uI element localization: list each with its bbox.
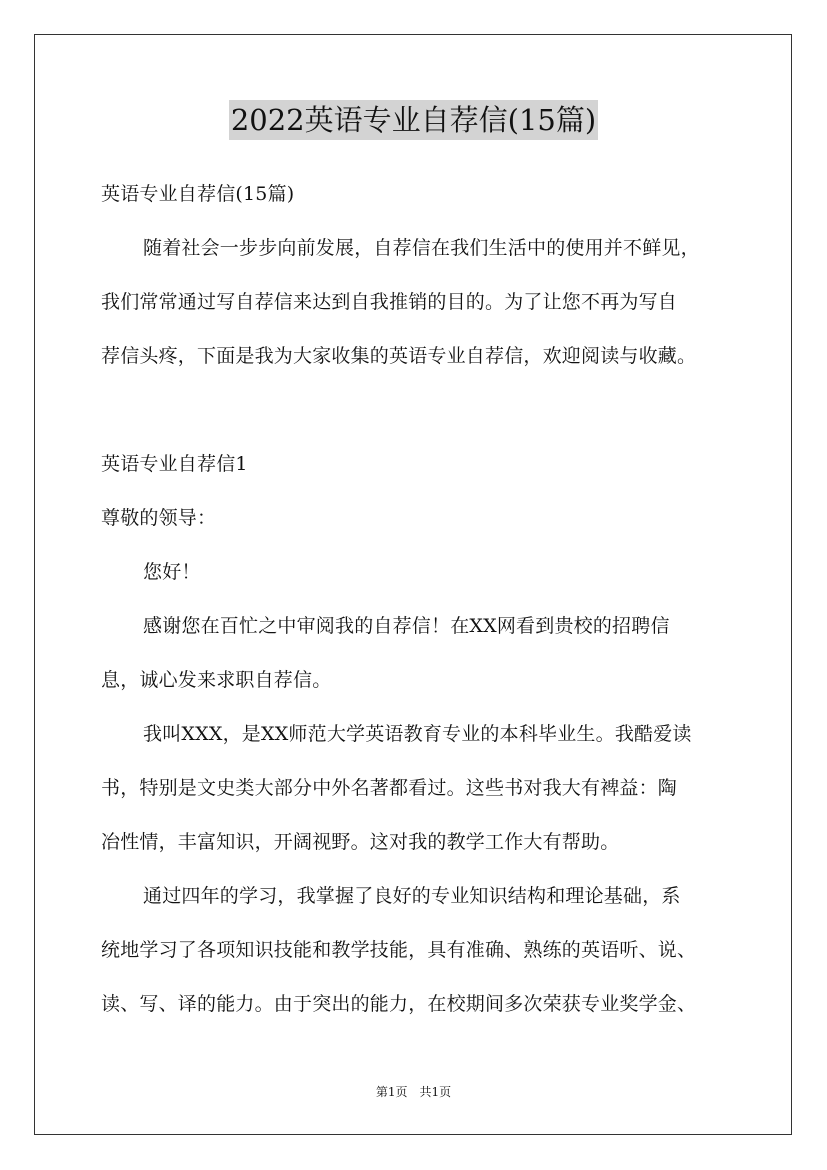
page-number-label: 第1页 共1页 — [375, 1085, 452, 1099]
paragraph2-line-3: 冶性情，丰富知识，开阔视野。这对我的教学工作大有帮助。 — [101, 831, 620, 853]
document-title: 2022英语专业自荐信(15篇) — [229, 100, 598, 140]
intro-line-3: 荐信头疼，下面是我为大家收集的英语专业自荐信，欢迎阅读与收藏。 — [101, 345, 697, 367]
paragraph2-line-1: 我叫XXX，是XX师范大学英语教育专业的本科毕业生。我酷爱读 — [143, 723, 692, 745]
document-body — [101, 176, 741, 1040]
paragraph3-line-3: 读、写、译的能力。由于突出的能力，在校期间多次荣获专业奖学金、 — [101, 993, 697, 1015]
paragraph1-line-2: 息，诚心发来求职自荐信。 — [101, 669, 332, 691]
page-footer — [0, 1083, 827, 1100]
greeting: 您好！ — [143, 561, 201, 583]
intro-line-2: 我们常常通过写自荐信来达到自我推销的目的。为了让您不再为写自 — [101, 291, 678, 313]
subtitle: 英语专业自荐信(15篇) — [101, 183, 295, 205]
paragraph2-line-2: 书，特别是文史类大部分中外名著都看过。这些书对我大有裨益：陶 — [101, 777, 678, 799]
intro-line-1: 随着社会一步步向前发展，自荐信在我们生活中的使用并不鲜见， — [143, 237, 700, 259]
salutation: 尊敬的领导： — [101, 507, 217, 529]
paragraph3-line-2: 统地学习了各项知识技能和教学技能，具有准确、熟练的英语听、说、 — [101, 939, 697, 961]
title-container — [0, 100, 827, 140]
blank-line — [101, 392, 741, 446]
paragraph3-line-1: 通过四年的学习，我掌握了良好的专业知识结构和理论基础，系 — [143, 885, 681, 907]
paragraph1-line-1: 感谢您在百忙之中审阅我的自荐信！在XX网看到贵校的招聘信 — [143, 615, 670, 637]
letter-heading: 英语专业自荐信1 — [101, 453, 248, 475]
